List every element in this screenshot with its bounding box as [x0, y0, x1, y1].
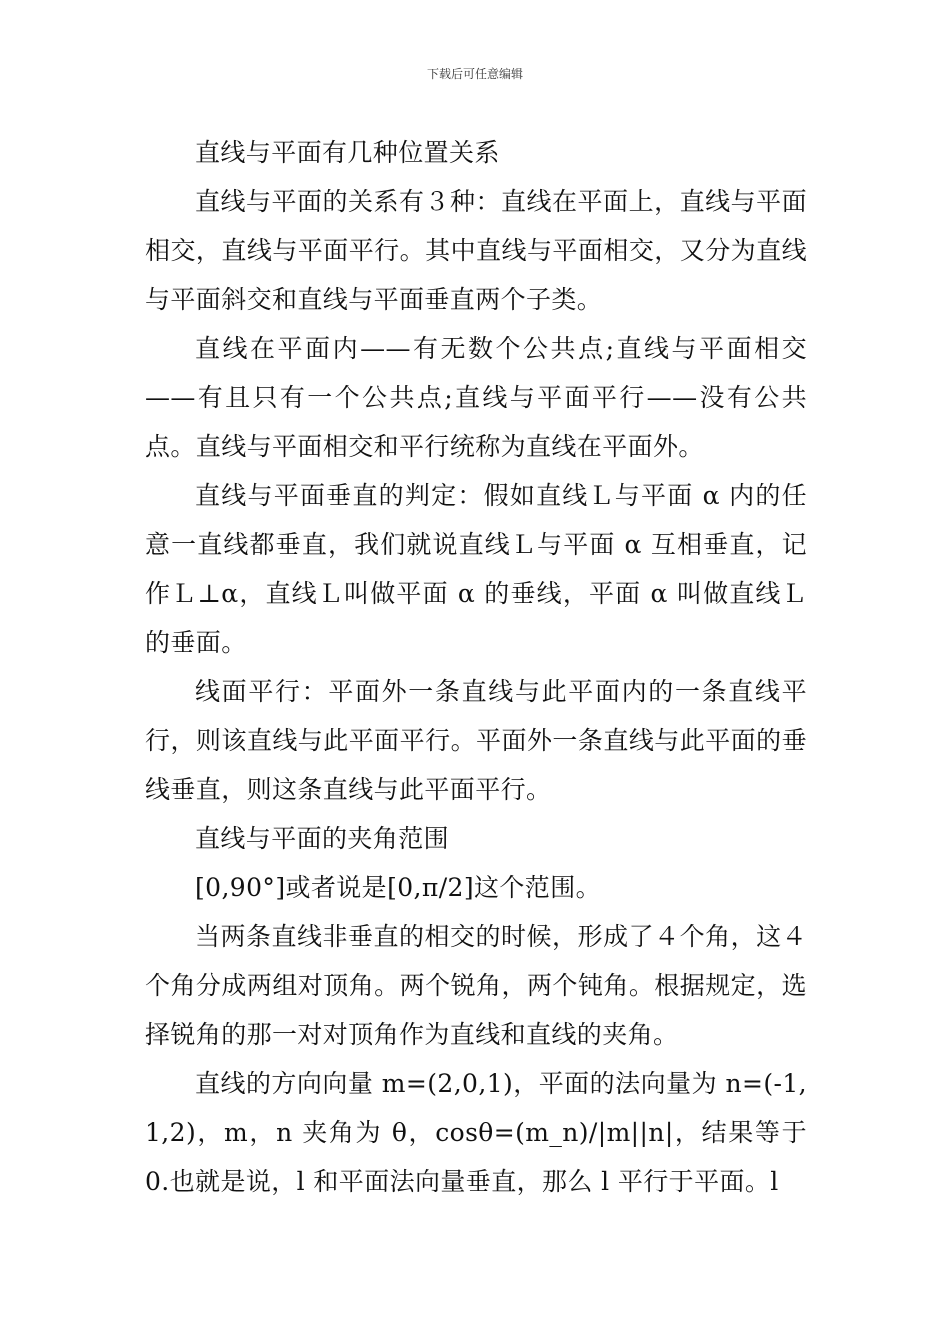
paragraph-three-relations: 直线与平面的关系有３种：直线在平面上，直线与平面相交，直线与平面平行。其中直线与平面相交，又分为直线与平面斜交和直线与平面垂直两个子类。 [145, 187, 807, 314]
page-header-note: 下载后可任意编辑 [426, 67, 523, 81]
paragraph-perpendicular-criterion: 直线与平面垂直的判定：假如直线Ｌ与平面 α 内的任意一直线都垂直，我们就说直线Ｌ与平面 α 互相垂直，记作Ｌ⊥α，直线Ｌ叫做平面 α 的垂线，平面 α 叫做直线Ｌ的垂面。 [145, 481, 807, 657]
section-title-position-relations: 直线与平面有几种位置关系 [195, 138, 500, 167]
section-title-angle-range: 直线与平面的夹角范围 [195, 824, 450, 853]
paragraph-common-points: 直线在平面内——有无数个公共点;直线与平面相交——有且只有一个公共点;直线与平面平行——没有公共点。直线与平面相交和平行统称为直线在平面外。 [145, 334, 807, 461]
document-body [145, 128, 807, 1206]
paragraph-vector-example: 直线的方向向量 m=(2,0,1)，平面的法向量为 n=(-1,1,2)，m，n 夹角为 θ，cosθ=(m_n)/|m||n|，结果等于0.也就是说，l 和平面法向量垂直，那么 l 平行于平面。l [145, 1069, 807, 1196]
paragraph-angle-range: [0,90°]或者说是[0,π/2]这个范围。 [195, 873, 601, 902]
paragraph-intersecting-lines: 当两条直线非垂直的相交的时候，形成了４个角，这４个角分成两组对顶角。两个锐角，两个钝角。根据规定，选择锐角的那一对对顶角作为直线和直线的夹角。 [145, 922, 807, 1049]
paragraph-parallel-criterion: 线面平行：平面外一条直线与此平面内的一条直线平行，则该直线与此平面平行。平面外一条直线与此平面的垂线垂直，则这条直线与此平面平行。 [145, 677, 807, 804]
